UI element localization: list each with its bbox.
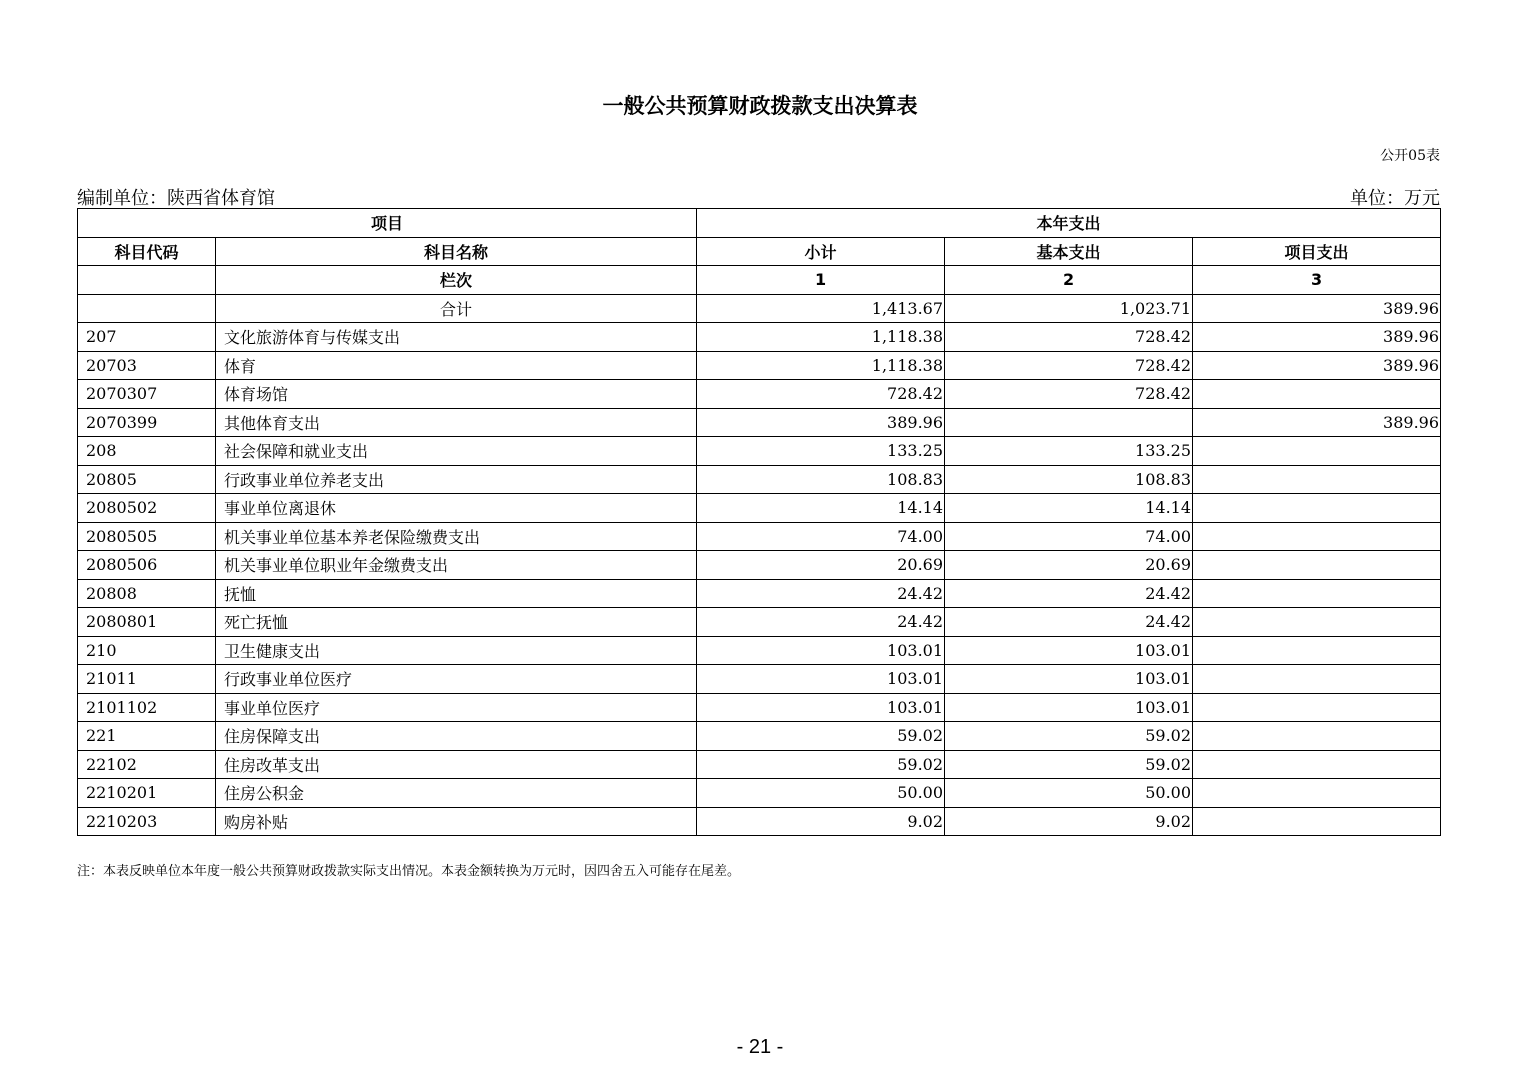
- row-name: 机关事业单位职业年金缴费支出: [216, 551, 697, 580]
- table-row: [78, 665, 1441, 694]
- row-code: 2210201: [78, 779, 216, 808]
- row-project: [1193, 722, 1441, 751]
- row-name: 行政事业单位医疗: [216, 665, 697, 694]
- table-row: [78, 693, 1441, 722]
- row-project: [1193, 665, 1441, 694]
- row-subtotal: 24.42: [697, 579, 945, 608]
- total-row: [78, 294, 1441, 323]
- table-row: [78, 380, 1441, 409]
- row-code: 22102: [78, 750, 216, 779]
- table-row: [78, 750, 1441, 779]
- row-basic: 728.42: [945, 380, 1193, 409]
- expenditure-table: [77, 208, 1441, 836]
- row-name: 体育: [216, 351, 697, 380]
- row-code: 2101102: [78, 693, 216, 722]
- row-code: 2080506: [78, 551, 216, 580]
- row-code: 221: [78, 722, 216, 751]
- row-subtotal: 103.01: [697, 693, 945, 722]
- row-basic: 728.42: [945, 351, 1193, 380]
- row-basic: 20.69: [945, 551, 1193, 580]
- row-name: 住房公积金: [216, 779, 697, 808]
- row-basic: 103.01: [945, 665, 1193, 694]
- row-basic: 133.25: [945, 437, 1193, 466]
- row-project: [1193, 579, 1441, 608]
- row-project: [1193, 807, 1441, 836]
- total-basic: 1,023.71: [945, 294, 1193, 323]
- row-basic: 14.14: [945, 494, 1193, 523]
- table-row: [78, 494, 1441, 523]
- row-code: 2080801: [78, 608, 216, 637]
- row-code: 207: [78, 323, 216, 352]
- row-project: [1193, 522, 1441, 551]
- compiling-unit: 编制单位：陕西省体育馆: [77, 188, 275, 209]
- header-row-1: [78, 209, 1441, 238]
- header-row-2: [78, 237, 1441, 266]
- table-row: [78, 779, 1441, 808]
- header-project-expenditure: 项目支出: [1193, 237, 1441, 266]
- currency-unit: 单位：万元: [1350, 188, 1440, 209]
- row-basic: 59.02: [945, 722, 1193, 751]
- header-subtotal: 小计: [697, 237, 945, 266]
- row-subtotal: 59.02: [697, 750, 945, 779]
- row-subtotal: 20.69: [697, 551, 945, 580]
- header-project: 项目: [78, 209, 697, 238]
- row-project: [1193, 465, 1441, 494]
- table-row: [78, 807, 1441, 836]
- row-name: 行政事业单位养老支出: [216, 465, 697, 494]
- table-row: [78, 579, 1441, 608]
- row-name: 事业单位离退休: [216, 494, 697, 523]
- row-basic: 108.83: [945, 465, 1193, 494]
- total-subtotal: 1,413.67: [697, 294, 945, 323]
- row-basic: 728.42: [945, 323, 1193, 352]
- row-basic: 103.01: [945, 693, 1193, 722]
- row-name: 抚恤: [216, 579, 697, 608]
- table-row: [78, 608, 1441, 637]
- table-number: 公开05表: [1380, 148, 1440, 164]
- header-empty: [78, 266, 216, 295]
- row-project: [1193, 636, 1441, 665]
- row-subtotal: 1,118.38: [697, 351, 945, 380]
- row-basic: 103.01: [945, 636, 1193, 665]
- row-code: 21011: [78, 665, 216, 694]
- header-current-year: 本年支出: [697, 209, 1441, 238]
- row-project: 389.96: [1193, 323, 1441, 352]
- row-subtotal: 728.42: [697, 380, 945, 409]
- table-row: [78, 722, 1441, 751]
- row-code: 2070399: [78, 408, 216, 437]
- row-project: [1193, 551, 1441, 580]
- row-code: 2080502: [78, 494, 216, 523]
- row-name: 社会保障和就业支出: [216, 437, 697, 466]
- row-basic: 9.02: [945, 807, 1193, 836]
- row-name: 购房补贴: [216, 807, 697, 836]
- row-name: 机关事业单位基本养老保险缴费支出: [216, 522, 697, 551]
- row-code: 2070307: [78, 380, 216, 409]
- row-subtotal: 108.83: [697, 465, 945, 494]
- row-name: 事业单位医疗: [216, 693, 697, 722]
- row-subtotal: 133.25: [697, 437, 945, 466]
- row-project: [1193, 494, 1441, 523]
- row-project: [1193, 608, 1441, 637]
- row-project: 389.96: [1193, 408, 1441, 437]
- table-row: [78, 351, 1441, 380]
- row-subtotal: 50.00: [697, 779, 945, 808]
- header-row-3: [78, 266, 1441, 295]
- row-code: 20703: [78, 351, 216, 380]
- row-subtotal: 103.01: [697, 636, 945, 665]
- header-col3: 3: [1193, 266, 1441, 295]
- table-row: [78, 408, 1441, 437]
- table-note: 注：本表反映单位本年度一般公共预算财政拨款实际支出情况。本表金额转换为万元时，因四舍五入可能存在尾差。: [77, 864, 741, 879]
- row-project: [1193, 437, 1441, 466]
- row-subtotal: 24.42: [697, 608, 945, 637]
- header-basic: 基本支出: [945, 237, 1193, 266]
- row-name: 其他体育支出: [216, 408, 697, 437]
- row-name: 体育场馆: [216, 380, 697, 409]
- row-subtotal: 14.14: [697, 494, 945, 523]
- header-column-order: 栏次: [216, 266, 697, 295]
- header-col2: 2: [945, 266, 1193, 295]
- row-subtotal: 9.02: [697, 807, 945, 836]
- total-code: [78, 294, 216, 323]
- row-basic: [945, 408, 1193, 437]
- row-name: 文化旅游体育与传媒支出: [216, 323, 697, 352]
- row-code: 208: [78, 437, 216, 466]
- row-basic: 24.42: [945, 608, 1193, 637]
- row-name: 死亡抚恤: [216, 608, 697, 637]
- row-subtotal: 59.02: [697, 722, 945, 751]
- row-basic: 24.42: [945, 579, 1193, 608]
- row-basic: 74.00: [945, 522, 1193, 551]
- table-row: [78, 437, 1441, 466]
- row-project: 389.96: [1193, 351, 1441, 380]
- row-subtotal: 74.00: [697, 522, 945, 551]
- row-subtotal: 103.01: [697, 665, 945, 694]
- row-subtotal: 1,118.38: [697, 323, 945, 352]
- row-basic: 59.02: [945, 750, 1193, 779]
- header-code: 科目代码: [78, 237, 216, 266]
- row-code: 20805: [78, 465, 216, 494]
- page-number: - 21 -: [736, 1036, 784, 1058]
- row-code: 210: [78, 636, 216, 665]
- row-basic: 50.00: [945, 779, 1193, 808]
- row-code: 20808: [78, 579, 216, 608]
- table-row: [78, 465, 1441, 494]
- page-title: 一般公共预算财政拨款支出决算表: [602, 94, 918, 118]
- header-name: 科目名称: [216, 237, 697, 266]
- row-project: [1193, 750, 1441, 779]
- header-col1: 1: [697, 266, 945, 295]
- row-project: [1193, 779, 1441, 808]
- table-row: [78, 636, 1441, 665]
- row-name: 卫生健康支出: [216, 636, 697, 665]
- total-label: 合计: [216, 294, 697, 323]
- row-code: 2080505: [78, 522, 216, 551]
- table-row: [78, 551, 1441, 580]
- row-project: [1193, 693, 1441, 722]
- row-subtotal: 389.96: [697, 408, 945, 437]
- row-name: 住房改革支出: [216, 750, 697, 779]
- total-project: 389.96: [1193, 294, 1441, 323]
- row-name: 住房保障支出: [216, 722, 697, 751]
- row-code: 2210203: [78, 807, 216, 836]
- table-row: [78, 522, 1441, 551]
- row-project: [1193, 380, 1441, 409]
- table-row: [78, 323, 1441, 352]
